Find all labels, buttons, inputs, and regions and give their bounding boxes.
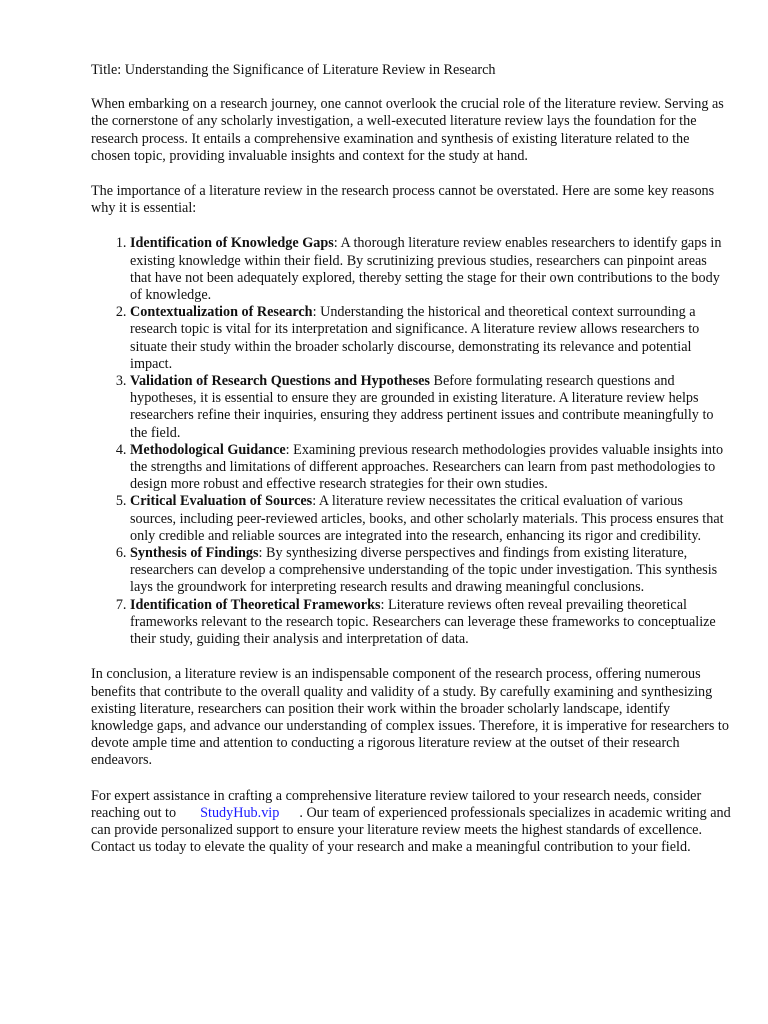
list-item: [130, 442, 731, 494]
reason-text: : By synthesizing diverse perspectives and findings from existing literature, researchers can develop a comprehensive understanding of the topic under investigation. This synthesis lays the groundwork for interpreting research results and drawing meaningful conclusions.: [130, 545, 718, 596]
reason-term: Identification of Theoretical Frameworks: [130, 596, 381, 613]
intro-paragraph: When embarking on a research journey, one cannot overlook the crucial role of the literature review. Serving as the cornerstone of any scholarly investigation, a well-executed literature review lays the foundation for the research process. It entails a comprehensive examination and synthesis of existing literature related to the chosen topic, providing invaluable insights and context for the study at hand.: [91, 96, 724, 164]
cta-paragraph: [91, 788, 731, 857]
importance-paragraph: The importance of a literature review in the research process cannot be overstated. Here are some key reasons why it is essential:: [91, 183, 715, 217]
reason-term: Synthesis of Findings: [130, 545, 259, 562]
document-title: Title: Understanding the Significance of Literature Review in Research: [91, 62, 496, 78]
document-page: [91, 62, 731, 874]
reason-text: : A literature review necessitates the critical evaluation of various sources, including peer-reviewed articles, books, and other scholarly materials. This process ensures that only credible and reliable sources are integrated into the research, enhancing its rigor and credibility.: [130, 493, 724, 544]
list-item: [130, 235, 731, 304]
reason-term: Critical Evaluation of Sources: [130, 493, 313, 510]
list-item: [130, 493, 731, 545]
cta-text-before: For expert assistance in crafting a comprehensive literature review tailored to your research needs, consider reaching out to: [91, 787, 702, 821]
list-item: [130, 545, 731, 597]
studyhub-link[interactable]: StudyHub.vip: [200, 804, 280, 821]
reason-text: : A thorough literature review enables researchers to identify gaps in existing knowledge within their field. By scrutinizing previous studies, researchers can pinpoint areas that have not been adequately explored, thereby setting the stage for their own contributions to the body of knowledge.: [130, 235, 722, 304]
list-item: [130, 597, 731, 649]
reason-text: Before formulating research questions and hypotheses, it is essential to ensure they are grounded in existing literature. A literature review helps researchers refine their inquiries, ensuring they address pertinent issues and contribute meaningfully to the field.: [130, 373, 714, 441]
reason-text: : Understanding the historical and theoretical context surrounding a research topic is vital for its interpretation and significance. A literature review allows researchers to situate their study within the broader scholarly discourse, demonstrating its relevance and potential impact.: [130, 304, 700, 372]
reason-text: : Literature reviews often reveal prevailing theoretical frameworks relevant to the research topic. Researchers can leverage these frameworks to conceptualize their study, guiding their analysis and interpretation of data.: [130, 596, 716, 648]
list-item: [130, 304, 731, 373]
conclusion-paragraph: In conclusion, a literature review is an indispensable component of the research process, offering numerous benefits that contribute to the overall quality and validity of a study. By carefully examining and synthesizing existing literature, researchers can position their work within the broader scholarly landscape, identify knowledge gaps, and advance our understanding of complex issues. Therefore, it is imperative for researchers to devote ample time and attention to conducting a rigorous literature review at the outset of their research endeavors.: [91, 666, 729, 769]
reasons-list: [91, 235, 731, 648]
list-item: [130, 373, 731, 442]
reason-text: : Examining previous research methodologies provides valuable insights into the strengths and limitations of different approaches. Researchers can learn from past methodologies to design more robust and effective research strategies for their own studies.: [130, 441, 724, 493]
reason-term: Validation of Research Questions and Hypotheses: [130, 373, 430, 390]
cta-text-after: . Our team of experienced professionals specializes in academic writing and can provide personalized support to ensure your literature review meets the highest standards of excellence. Contact us today to elevate the quality of your research and make a meaningful contribution to your field.: [91, 804, 731, 856]
reason-term: Methodological Guidance: [130, 441, 286, 458]
reason-term: Contextualization of Research: [130, 304, 313, 321]
reason-term: Identification of Knowledge Gaps: [130, 235, 334, 252]
